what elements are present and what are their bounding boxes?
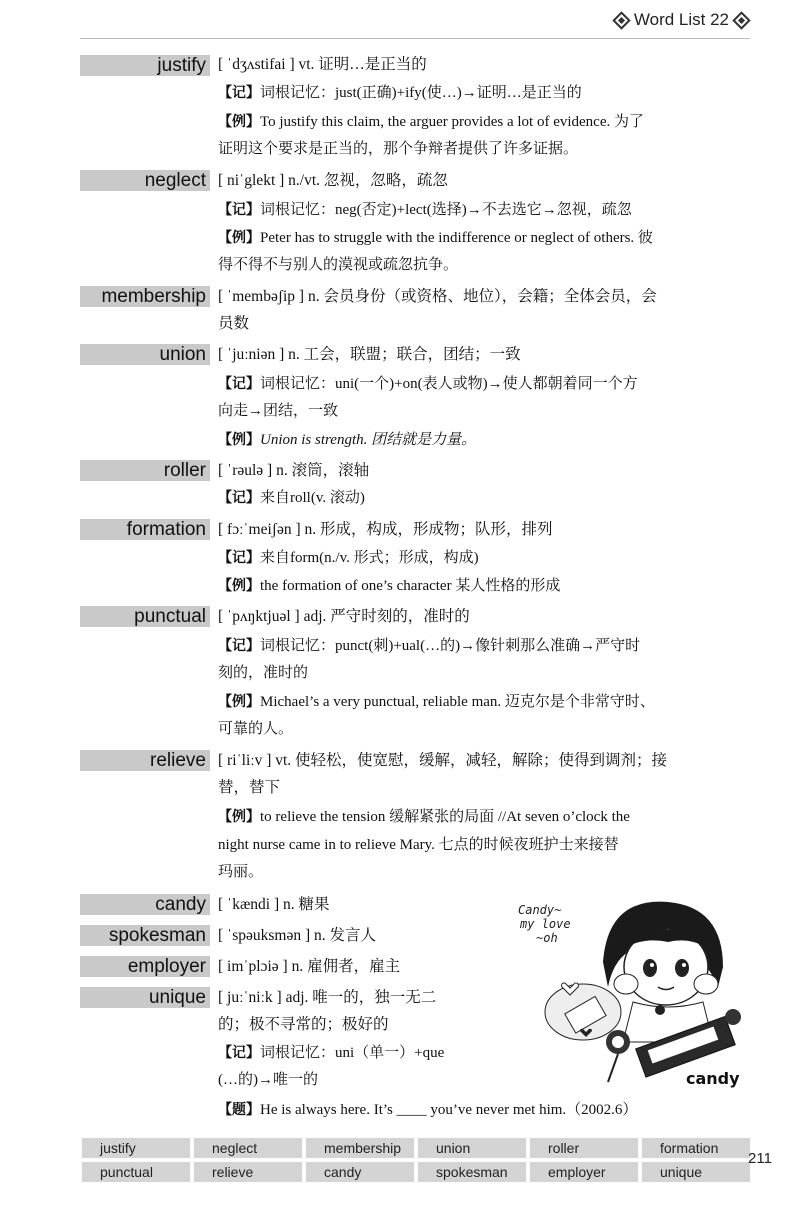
headword: punctual xyxy=(80,606,210,627)
example-line: 【例】Peter has to struggle with the indifference or neglect of others. 彼 xyxy=(218,230,653,246)
index-word: spokesman xyxy=(418,1162,526,1182)
index-word: punctual xyxy=(82,1162,190,1182)
headword: spokesman xyxy=(80,925,210,946)
exam-question: 【题】He is always here. It’s ____ you’ve never met him.（2002.6） xyxy=(218,1102,638,1118)
index-word: relieve xyxy=(194,1162,302,1182)
definition: [ riˈliːv ] vt. 使轻松，使宽慰，缓解，减轻，解除；使得到调剂；接 xyxy=(218,752,668,769)
index-word: candy xyxy=(306,1162,414,1182)
diamond-icon xyxy=(612,11,630,29)
definition: [ niˈglekt ] n./vt. 忽视，忽略，疏忽 xyxy=(218,172,448,189)
memory-note: 刻的，准时的 xyxy=(218,665,309,681)
example-line: 证明这个要求是正当的，那个争辩者提供了许多证据。 xyxy=(218,141,579,157)
definition: 替，替下 xyxy=(218,779,281,796)
example-line: 【例】To justify this claim, the arguer provides a lot of evidence. 为了 xyxy=(218,114,644,130)
definition: [ ˈmembəʃip ] n. 会员身份（或资格、地位），会籍；全体会员，会 xyxy=(218,288,657,305)
word-list-title: Word List 22 xyxy=(633,10,729,29)
headword: employer xyxy=(80,956,210,977)
definition: [ ˈdʒʌstifai ] vt. 证明…是正当的 xyxy=(218,56,427,73)
headword: unique xyxy=(80,987,210,1008)
memory-note: 【记】来自form(n./v. 形式；形成，构成) xyxy=(218,550,479,566)
illustration-caption: candy xyxy=(686,1069,740,1088)
page-number: 211 xyxy=(748,1150,772,1167)
definition: [ ˈspəuksmən ] n. 发言人 xyxy=(218,927,376,944)
definition: [ ˈkændi ] n. 糖果 xyxy=(218,896,330,913)
index-word: justify xyxy=(82,1138,190,1158)
headword: formation xyxy=(80,519,210,540)
example-line: 【例】the formation of one’s character 某人性格的形成 xyxy=(218,578,561,594)
index-word: neglect xyxy=(194,1138,302,1158)
example-line: 得不得不与别人的漠视或疏忽抗争。 xyxy=(218,257,459,273)
index-word: membership xyxy=(306,1138,414,1158)
headword: justify xyxy=(80,55,210,76)
index-word: roller xyxy=(530,1138,638,1158)
example-line: 【例】Michael’s a very punctual, reliable man. 迈克尔是个非常守时、 xyxy=(218,694,655,710)
definition: [ ˈpʌŋktjuəl ] adj. 严守时刻的，准时的 xyxy=(218,608,470,625)
headword: membership xyxy=(80,286,210,307)
memory-note: 【记】来自roll(v. 滚动) xyxy=(218,490,365,506)
definition: 的；极不寻常的；极好的 xyxy=(218,1016,389,1033)
handwriting-text: my love xyxy=(520,917,571,931)
index-word: formation xyxy=(642,1138,750,1158)
example-line: 【例】Union is strength. 团结就是力量。 xyxy=(218,432,477,448)
index-word: employer xyxy=(530,1162,638,1182)
headword: roller xyxy=(80,460,210,481)
memory-note: 【记】词根记忆：uni(一个)+on(表人或物)→使人都朝着同一个方 xyxy=(218,376,638,392)
headword: neglect xyxy=(80,170,210,191)
memory-note: (…的)→唯一的 xyxy=(218,1072,318,1088)
page-header xyxy=(615,10,748,30)
header-divider xyxy=(80,38,750,39)
definition: [ ˈjuːniən ] n. 工会，联盟；联合，团结；一致 xyxy=(218,346,521,363)
headword: union xyxy=(80,344,210,365)
index-word: union xyxy=(418,1138,526,1158)
memory-note: 【记】词根记忆：uni（单一）+que xyxy=(218,1045,445,1061)
example-line: night nurse came in to relieve Mary. 七点的时候夜班护士来接替 xyxy=(218,837,619,853)
memory-note: 【记】词根记忆：punct(刺)+ual(…的)→像针刺那么准确→严守时 xyxy=(218,638,641,654)
definition: [ juːˈniːk ] adj. 唯一的，独一无二 xyxy=(218,989,437,1006)
example-line: 【例】to relieve the tension 缓解紧张的局面 //At seven o’clock the xyxy=(218,809,630,825)
definition: [ ˈrəulə ] n. 滚筒，滚轴 xyxy=(218,462,370,479)
headword: candy xyxy=(80,894,210,915)
headword: relieve xyxy=(80,750,210,771)
memory-note: 向走→团结，一致 xyxy=(218,403,339,419)
handwriting-text: Candy~ xyxy=(518,903,562,917)
diamond-icon xyxy=(732,11,750,29)
example-line: 可靠的人。 xyxy=(218,721,294,737)
index-word: unique xyxy=(642,1162,750,1182)
definition: [ fɔːˈmeiʃən ] n. 形成，构成，形成物；队形，排列 xyxy=(218,521,553,538)
definition: 员数 xyxy=(218,315,250,332)
example-line: 玛丽。 xyxy=(218,864,264,880)
memory-note: 【记】词根记忆：just(正确)+ify(使…)→证明…是正当的 xyxy=(218,85,582,101)
memory-note: 【记】词根记忆：neg(否定)+lect(选择)→不去选它→忽视，疏忽 xyxy=(218,202,632,218)
handwriting-text: ~oh xyxy=(536,931,558,945)
candy-illustration xyxy=(508,892,748,1092)
definition: [ imˈplɔiə ] n. 雇佣者，雇主 xyxy=(218,958,401,975)
